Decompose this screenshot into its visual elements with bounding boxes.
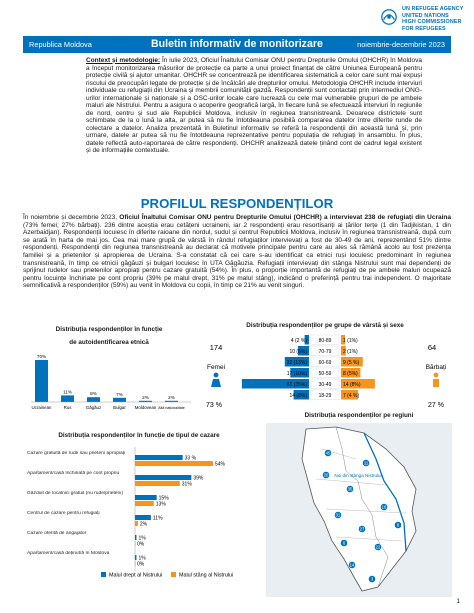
housing-value-label: 0% — [137, 541, 145, 548]
map-center-label: Noi din stânga Nistrului — [334, 473, 382, 478]
ethnic-category-label: Bulgar — [113, 405, 126, 410]
page-number: 1 — [456, 598, 460, 605]
housing-category — [27, 551, 131, 567]
age-chart-title: Distribuția respondenților pe grupe de vârstă și sexe — [246, 322, 404, 329]
ethnic-category-label: Moldovean — [134, 405, 157, 410]
male-label: Bărbați — [425, 364, 447, 371]
male-bar-label: 9 (5 %) — [343, 360, 360, 366]
profile-paragraph — [23, 214, 451, 290]
header-banner — [23, 36, 451, 53]
housing-value-label: 39% — [193, 475, 204, 482]
housing-value-label: 1% — [138, 555, 146, 562]
housing-category — [27, 491, 131, 507]
female-label: Femei — [206, 364, 226, 371]
page-title: Buletin informativ de monitorizare — [151, 38, 323, 50]
housing-category — [27, 451, 131, 467]
housing-category-label: Centrul de cazare pentru refugiați — [27, 511, 100, 516]
age-group-label: 80-89 — [318, 338, 332, 344]
housing-value-label: 31% — [181, 481, 192, 488]
map-marker-label: 16 — [381, 504, 387, 510]
housing-category-label: Apartament/casă deținut/ă în Moldova — [27, 551, 110, 556]
male-bar-label: 14 (8%) — [343, 382, 361, 388]
male-bar-label: 7 (4 %) — [343, 393, 360, 399]
legend-label-right: Malul drept al Nistrului — [109, 572, 163, 579]
male-icon — [433, 373, 439, 387]
female-bar-label: 10 (6%) — [289, 349, 307, 355]
ethnic-category-label: Altă naționalitate — [158, 406, 185, 410]
male-count: 64 — [427, 343, 437, 352]
country-label: Republica Moldova — [29, 40, 92, 49]
ethnic-value-label: 70% — [36, 354, 47, 359]
housing-category-label: Cazare oferită de angajator — [27, 531, 87, 536]
map-marker-label: 6 — [342, 540, 346, 546]
housing-category-label: Găzduit de localnici gratuit (nu rude/prieteni) — [27, 491, 123, 496]
age-chart — [198, 322, 452, 410]
ethnic-value-label: 2% — [142, 394, 149, 400]
housing-category — [27, 511, 131, 527]
ethnic-value-label: 11% — [63, 389, 72, 395]
female-bar-label: 14 (8%) — [289, 393, 307, 399]
context-paragraph — [86, 57, 422, 155]
female-bar-label: 4 (2 %) — [290, 338, 307, 344]
female-bar-label: 22 (13%) — [286, 360, 307, 366]
housing-category — [27, 471, 131, 487]
ethnic-bar — [35, 360, 48, 402]
right-bank-bar — [135, 495, 157, 500]
female-bar-label: 61 (35%) — [286, 382, 307, 388]
female-bar-label: 17 (10%) — [286, 371, 307, 377]
map-marker-label: 35 — [347, 486, 353, 492]
housing-chart — [25, 432, 253, 582]
right-bank-bar — [135, 535, 136, 540]
housing-value-label: 2% — [139, 521, 148, 528]
housing-value-label: 11% — [152, 515, 163, 522]
male-bar-label: 2 (1%) — [343, 349, 358, 355]
housing-category — [27, 531, 131, 547]
housing-chart-title: Distribuția respondenților în funcție de tipul de cazare — [58, 432, 220, 439]
ethnic-bar — [61, 395, 74, 402]
ethnic-value-label: 7% — [116, 391, 123, 397]
legend-label-left: Malul stâng al Nistrului — [179, 572, 234, 579]
housing-category-label: Apartament/casă închiriată pe cont propriu — [27, 471, 120, 476]
profile-intro: În noiembrie și decembrie 2023, — [23, 214, 120, 221]
right-bank-bar — [135, 515, 151, 520]
map-marker-label: 45 — [325, 450, 331, 456]
left-bank-bar — [135, 481, 180, 486]
female-pct: 73 % — [206, 402, 222, 407]
ethnic-category-label: Ucrainean — [31, 405, 52, 410]
period-label: noiembrie-decembrie 2023 — [357, 40, 445, 49]
map-marker-label: 31 — [335, 512, 341, 518]
ethnic-chart-title-1: Distribuția respondenților în funcție — [55, 326, 163, 333]
age-group-label: 50-59 — [318, 371, 332, 377]
ethnic-value-label: 2% — [168, 394, 175, 400]
profile-bold: Oficiul Înaltului Comisar ONU pentru Drepturile Omului (OHCHR) a intervievat 238 de refugiați din Ucraina — [119, 214, 451, 221]
right-bank-bar — [135, 455, 183, 460]
age-group-label: 30-49 — [318, 382, 332, 388]
unhcr-logo — [380, 6, 466, 32]
map-marker-label: 20 — [323, 472, 329, 478]
ethnic-value-label: 8% — [90, 391, 97, 397]
ethnic-bar — [87, 397, 100, 402]
right-bank-bar — [135, 555, 136, 560]
right-bank-bar — [135, 475, 191, 480]
housing-category-label: Cazare gratuită de rude sau prieteni apropiați — [27, 451, 126, 456]
female-count: 174 — [209, 343, 223, 352]
unhcr-emblem-icon — [380, 8, 398, 26]
left-bank-bar — [135, 521, 138, 526]
ethnic-chart-title-2: de autoidentificarea etnică — [69, 339, 149, 346]
age-group-label: 18-29 — [318, 393, 332, 399]
age-group-label: 70-79 — [318, 349, 332, 355]
map-marker-label: 3 — [370, 576, 374, 582]
housing-value-label: 13% — [155, 501, 166, 508]
map-marker-label: 11 — [363, 460, 369, 466]
logo-text — [402, 6, 463, 32]
map-marker-label: 14 — [349, 562, 355, 568]
map-marker-label: 22 — [375, 544, 381, 550]
section-title: PROFILUL RESPONDENȚILOR — [140, 196, 334, 211]
housing-value-label: 0% — [137, 561, 145, 568]
map-marker-label: 8 — [396, 522, 400, 528]
profile-rest: (73% femei; 27% bărbați). 236 dintre aceștia erau cetățeni ucraineni, iar 2 respondenți erau resortisanți ai țărilor terțe (1 din Tadjikistan, 1 din Azerbaidjan). Respondenții locuiesc în diferite raioane din nordul, sudul și centrul Republicii Moldova, inclusiv în regiunea transnistreană, după cum se arată în harta de mai jos. Cea mai mare grupă de vârstă în rândul refugiaților intervievați a fost de 30-49 de ani, reprezentând 51% dintre respondenți. Respondenții din regiunea transnistreană au declarat că motivele principale pentru care au ales să rămână acolo au fost prezența familiei și a prietenilor și apropierea de Ucraina. S-a constatat că cei care s-au identificat ca etnici ruși locuiesc predominant în regiunea transnistreană, în timp ce etnicii găgăuzi și bulgari locuiesc în UTA Găgăuzia. Refugiații intervievați din stânga Nistrului sunt mai dependenți de sprijinul rudelor sau prietenilor apropiați pentru cazare gratuită (54%). În plus, o proporție importantă de refugiați de pe ambele maluri ocupează pentru locuințe închiriate pe cont propriu (39% pe malul drept, 31% pe malul stâng), indicând o preferință pentru trai independent. O majoritate semnificativă a respondenților (59%) au venit în Moldova cu copii, în timp ce 21% au venit singuri. — [23, 221, 451, 290]
ethnic-chart-svg — [25, 346, 193, 422]
ethnic-bar — [113, 398, 126, 402]
context-body: În iulie 2023, Oficiul Înaltului Comisar ONU pentru Drepturile Omului (OHCHR) în Moldova a început monitorizarea măsurilor de protecție ca parte a unui proiect finanțat de către Uniunea Europeană pentru protecție civilă și ajutor umanitar. OHCHR se concentrează pe identificarea sistematică a celor care sunt mai expuși riscului de preocupări legate de protecție și de încălcări ale drepturilor omului. Metodologia OHCHR include interviuri individuale cu refugiații din Ucraina și membrii comunității gazdă. Respondenții sunt contactați prin intermediul ONG-urilor internaționale și naționale și a OSC-urilor locale care lucrează cu cele mai vulnerabile grupuri de pe ambele maluri ale Nistrului. Pentru a asigura o acoperire geografică largă, în fiecare lună se efectuează interviuri în regiunile de nord, centru și sud ale Republicii Moldova, inclusiv în regiunea transnistreană. Deoarece districtele sunt schimbate de la o lună la alta, ar putea să nu fie întotdeauna posibilă compararea datelor între diferite runde de colectare a datelor. Analiza prezentată în Buletinul informativ se referă la respondenții din această lună și, prin urmare, datele ar putea să nu fie întotdeauna reprezentative pentru populația de refugiați în ansamblu. În plus, datele reflectă auto-raportarea de către respondenți. OHCHR analizează datele ținând cont de cadrul legal existent și de informațiile contextuale. — [86, 57, 422, 154]
map-svg — [266, 419, 452, 597]
left-bank-bar — [135, 561, 136, 566]
logo-line: UNITED NATIONS — [402, 12, 449, 19]
housing-value-label: 15% — [158, 495, 169, 502]
housing-value-label: 33 % — [184, 455, 197, 462]
ethnic-category-label: Găgăuz — [85, 405, 102, 410]
male-bar-label: 8 (5%) — [343, 371, 358, 377]
left-bank-bar — [135, 541, 136, 546]
housing-chart-svg — [25, 439, 253, 579]
logo-line: UN REFUGEE AGENCY — [402, 6, 464, 12]
female-icon — [211, 373, 221, 387]
housing-value-label: 1% — [138, 535, 146, 542]
male-pct: 27 % — [428, 402, 444, 407]
map-title: Distribuția respondenților pe regiuni — [304, 412, 414, 419]
region-map — [266, 412, 452, 598]
context-heading: Context și metodologie: — [86, 57, 161, 64]
legend-swatch-left — [171, 572, 176, 577]
logo-line: FOR REFUGEES — [402, 25, 446, 32]
legend-swatch-right — [101, 572, 106, 577]
ethnic-category-label: Rus — [63, 405, 72, 410]
logo-line: HIGH COMMISSIONER — [402, 19, 462, 26]
left-bank-bar — [135, 461, 213, 466]
male-bar-label: 1 (1%) — [343, 338, 358, 344]
age-chart-svg — [198, 329, 452, 407]
age-group-label: 60-69 — [318, 360, 332, 366]
ethnic-chart — [25, 326, 193, 422]
housing-value-label: 54% — [215, 461, 226, 468]
map-marker-label: 27 — [359, 526, 365, 532]
left-bank-bar — [135, 501, 154, 506]
